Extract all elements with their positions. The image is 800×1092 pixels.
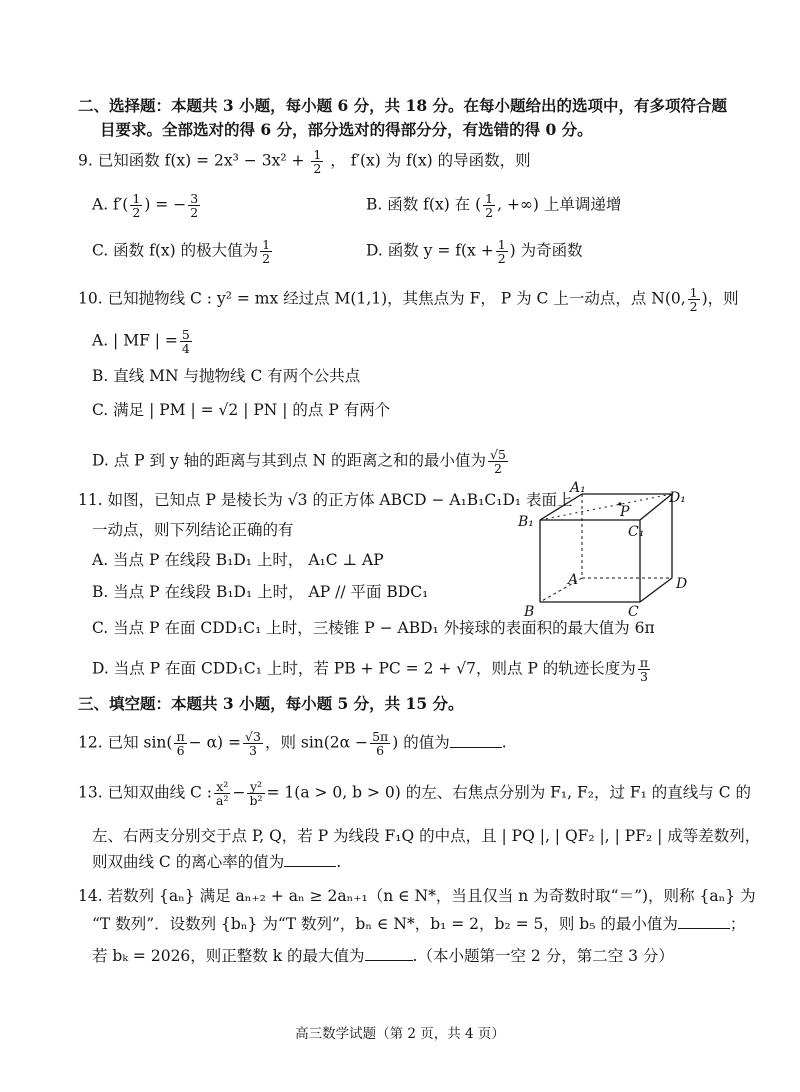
question-13-line3: 则双曲线 C 的离心率的值为 . [92, 853, 342, 871]
label-d: D [676, 576, 688, 592]
q9-option-c: C. 函数 f(x) 的极大值为 $\frac{1}{2}$ [92, 237, 271, 266]
question-12: 12. 已知 sin( $\frac{\pi}{6}$ − α) = $\frac{√3}{3}$ ，则 sin(2α − $\frac{5\pi}{6}$ ) 的值为 . [78, 729, 507, 758]
page-footer: 高三数学试题（第 2 页，共 4 页） [295, 1026, 505, 1042]
label-b1: B₁ [518, 514, 534, 530]
section-3-heading: 三、填空题：本题共 3 小题，每小题 5 分，共 15 分。 [78, 694, 464, 713]
q11-option-d: D. 当点 P 在面 CDD₁C₁ 上时，若 PB + PC = 2 + √7，则点 P 的轨迹长度为 $\frac{\pi}{3}$ [92, 655, 649, 684]
q12-answer-blank [450, 733, 502, 748]
label-a: A [568, 572, 579, 588]
question-14-line3: 若 bₖ = 2026，则正整数 k 的最大值为 .（本小题第一空 2 分，第二空 3 分） [92, 947, 674, 965]
question-9-stem [78, 148, 531, 175]
q11-option-c: C. 当点 P 在面 CDD₁C₁ 上时，三棱锥 P − ABD₁ 外接球的表面积的最大值为 6π [92, 619, 655, 637]
section-2-heading-line1: 二、选择题：本题共 3 小题，每小题 6 分，共 18 分。在每小题给出的选项中，有多项符合题 [78, 96, 728, 115]
label-a1: A₁ [570, 480, 586, 496]
q11-option-a: A. 当点 P 在线段 B₁D₁ 上时， A₁C ⊥ AP [92, 551, 384, 569]
q9-option-d: D. 函数 y = f(x + $\frac{1}{2}$ ) 为奇函数 [366, 237, 583, 266]
label-p: P [620, 504, 630, 520]
q11-option-b: B. 当点 P 在线段 B₁D₁ 上时， AP // 平面 BDC₁ [92, 583, 429, 601]
q9-option-a: A. f′( $\frac{1}{2}$ ) = − $\frac{3}{2}$ [92, 191, 199, 220]
q10-option-c: C. 满足 | PM | = √2 | PN | 的点 P 有两个 [92, 401, 391, 419]
cube-figure [512, 478, 692, 618]
label-d1: D₁ [669, 490, 686, 506]
section-2-heading-line2: 目要求。全部选对的得 6 分，部分选对的得部分分，有选错的得 0 分。 [100, 120, 593, 139]
question-14-line1: 14. 若数列 {aₙ} 满足 aₙ₊₂ + aₙ ≥ 2aₙ₊₁（n ∈ N*，当且仅当 n 为奇数时取“＝”)，则称 {aₙ} 为 [78, 887, 756, 905]
label-c: C [628, 604, 639, 618]
q14-answer-blank-1 [678, 914, 730, 929]
q9-stem-text-2: ， f′(x) 为 f(x) 的导函数，则 [330, 151, 531, 170]
q9-stem-text: 9. 已知函数 f(x) = 2x³ − 3x² + [78, 151, 305, 170]
question-13-line2: 左、右两支分别交于点 P, Q，若 P 为线段 F₁Q 的中点，且 | PQ |, | QF₂ |, | PF₂ | 成等差数列， [92, 827, 761, 845]
question-13-line1: 13. 已知双曲线 C : $\frac{\text{x²}}{\text{a²}}$ − $\frac{\text{y²}}{\text{b²}}$ = 1(a > 0, b > 0) 的左、右焦点分别为 F₁, F₂，过 F₁ 的直线与 C 的 [78, 779, 751, 808]
label-b: B [524, 604, 535, 618]
q14-answer-blank-2 [365, 946, 413, 961]
question-14-line2: “T 数列”．设数列 {bₙ} 为“T 数列”，bₙ ∈ N*，b₁ = 2，b₂ = 5，则 b₅ 的最小值为 ； [92, 915, 746, 933]
q9-option-b: B. 函数 f(x) 在 ( $\frac{1}{2}$ , +∞) 上单调递增 [366, 191, 622, 220]
question-11-stem-line2: 一动点，则下列结论正确的有 [92, 521, 294, 539]
q13-answer-blank [284, 852, 336, 867]
q10-option-d: D. 点 P 到 y 轴的距离与其到点 N 的距离之和的最小值为 $\frac{√5}{2}$ [92, 447, 506, 476]
question-10-stem: 10. 已知抛物线 C : y² = mx 经过点 M(1,1)，其焦点为 F， P 为 C 上一动点，点 N(0, $\frac{1}{2}$ )，则 [78, 285, 739, 314]
q10-option-a: A. | MF | = $\frac{5}{4}$ [92, 327, 190, 356]
q10-option-b: B. 直线 MN 与抛物线 C 有两个公共点 [92, 367, 361, 385]
question-11-stem-line1: 11. 如图，已知点 P 是棱长为 √3 的正方体 ABCD − A₁B₁C₁D₁ 表面上 [78, 491, 573, 509]
label-c1: C₁ [628, 524, 645, 540]
q9-stem-fraction: $\frac{1}{2}$ [313, 147, 322, 176]
